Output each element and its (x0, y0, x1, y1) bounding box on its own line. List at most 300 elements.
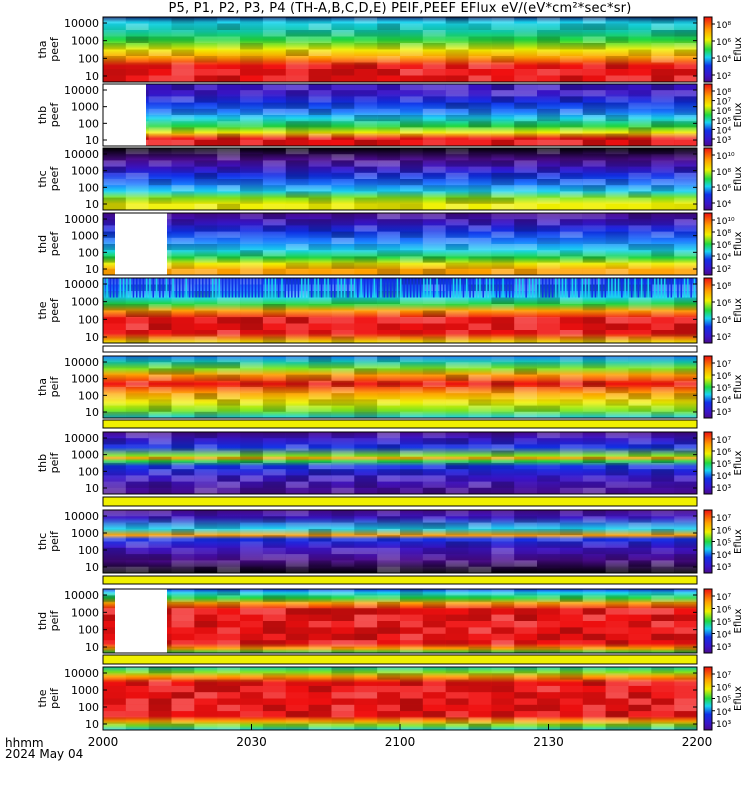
spectrogram-cell (491, 173, 514, 179)
spectrogram-cell (126, 711, 149, 717)
spectrogram-cell (103, 356, 126, 362)
noise-stripe (535, 278, 537, 298)
spectrogram-cell (583, 121, 606, 127)
spectrogram-cell (651, 387, 674, 393)
spectrogram-cell (354, 204, 377, 210)
spectrogram-cell (423, 43, 446, 50)
spectrogram-cell (469, 121, 492, 127)
spectrogram-cell (172, 160, 195, 166)
spectrogram-cell (217, 463, 240, 469)
spectrogram-cell (217, 69, 240, 76)
spectrogram-cell (514, 406, 537, 412)
spectrogram-cell (629, 717, 652, 723)
spectrogram-cell (560, 387, 583, 393)
spectrogram-cell (674, 705, 697, 711)
spectrogram-cell (469, 154, 492, 160)
spectrogram-cell (674, 238, 697, 244)
spectrogram-cell (126, 680, 149, 686)
spectrogram-cell (194, 84, 217, 90)
spectrogram-cell (491, 432, 514, 438)
spectrogram-cell (514, 717, 537, 723)
spectrogram-panel (36, 510, 744, 574)
spectrogram-cell (332, 393, 355, 399)
spectrogram-cell (674, 692, 697, 698)
spectrogram-cell (560, 109, 583, 115)
spectrogram-cell (126, 399, 149, 405)
spectrogram-cell (354, 256, 377, 262)
noise-stripe (423, 278, 425, 298)
spectrogram-cell (560, 154, 583, 160)
spectrogram-cell (674, 121, 697, 127)
spectrogram-cell (172, 30, 195, 37)
spectrogram-cell (651, 17, 674, 24)
spectrogram-cell (286, 482, 309, 488)
spectrogram-cell (560, 198, 583, 204)
spectrogram-cell (377, 457, 400, 463)
spectrogram-cell (560, 250, 583, 256)
spectrogram-cell (583, 516, 606, 522)
spectrogram-cell (651, 451, 674, 457)
spectrogram-cell (332, 560, 355, 566)
spectrogram-cell (309, 250, 332, 256)
spectrogram-cell (560, 244, 583, 250)
spectrogram-cell (194, 198, 217, 204)
spectrogram-cell (606, 608, 629, 614)
spectrogram-cell (446, 63, 469, 70)
spectrogram-cell (263, 627, 286, 633)
spectrogram-cell (286, 109, 309, 115)
spectrogram-cell (606, 304, 629, 311)
spectrogram-cell (583, 24, 606, 31)
spectrogram-cell (172, 115, 195, 121)
spectrogram-cell (149, 127, 172, 133)
spectrogram-cell (194, 179, 217, 185)
spectrogram-cell (491, 673, 514, 679)
spectrogram-cell (332, 523, 355, 529)
spectrogram-cell (149, 463, 172, 469)
spectrogram-cell (400, 63, 423, 70)
spectrogram-cell (377, 317, 400, 324)
spectrogram-cell (263, 298, 286, 305)
spectrogram-cell (149, 535, 172, 541)
spectrogram-cell (446, 24, 469, 31)
spectrogram-cell (674, 213, 697, 219)
spectrogram-cell (629, 406, 652, 412)
spectrogram-cell (400, 362, 423, 368)
spectrogram-cell (400, 595, 423, 601)
spectrogram-cell (651, 438, 674, 444)
spectrogram-cell (583, 250, 606, 256)
spectrogram-cell (286, 488, 309, 494)
spectrogram-cell (332, 647, 355, 653)
spectrogram-cell (423, 256, 446, 262)
spectrogram-cell (583, 444, 606, 450)
spectrogram-cell (491, 560, 514, 566)
spectrogram-cell (674, 173, 697, 179)
y-tick-label: 1000 (71, 527, 99, 540)
spectrogram-cell (263, 109, 286, 115)
spectrogram-cell (286, 711, 309, 717)
noise-stripe (519, 278, 521, 298)
spectrogram-cell (446, 324, 469, 331)
spectrogram-cell (560, 76, 583, 83)
spectrogram-cell (446, 438, 469, 444)
spectrogram-cell (172, 256, 195, 262)
noise-stripe (327, 278, 329, 298)
noise-stripe (417, 278, 419, 298)
spectrogram-cell (217, 548, 240, 554)
spectrogram-cell (469, 692, 492, 698)
spectrogram-cell (263, 640, 286, 646)
spectrogram-cell (674, 375, 697, 381)
spectrogram-cell (651, 432, 674, 438)
spectrogram-cell (332, 337, 355, 344)
spectrogram-cell (583, 204, 606, 210)
spectrogram-cell (309, 711, 332, 717)
spectrogram-cell (560, 160, 583, 166)
spectrogram-cell (194, 330, 217, 337)
spectrogram-cell (149, 330, 172, 337)
spectrogram-cell (651, 457, 674, 463)
spectrogram-cell (309, 90, 332, 96)
spectrogram-cell (240, 482, 263, 488)
spectrogram-cell (423, 516, 446, 522)
spectrogram-cell (491, 103, 514, 109)
spectrogram-cell (172, 444, 195, 450)
spectrogram-cell (309, 451, 332, 457)
data-gap (115, 213, 167, 275)
spectrogram-cell (149, 482, 172, 488)
spectrogram-cell (332, 84, 355, 90)
spectrogram-cell (126, 457, 149, 463)
spectrogram-cell (149, 179, 172, 185)
spectrogram-cell (446, 686, 469, 692)
spectrogram-cell (194, 103, 217, 109)
noise-stripe (496, 278, 498, 298)
spectrogram-cell (309, 529, 332, 535)
spectrogram-cell (674, 330, 697, 337)
spectrogram-cell (469, 680, 492, 686)
noise-stripe (638, 278, 640, 298)
spectrogram-cell (651, 699, 674, 705)
spectrogram-cell (309, 717, 332, 723)
spectrogram-cell (263, 589, 286, 595)
spectrogram-cell (194, 140, 217, 146)
noise-stripe (687, 278, 689, 298)
spectrogram-cell (514, 680, 537, 686)
spectrogram-cell (126, 535, 149, 541)
spectrogram-cell (606, 717, 629, 723)
colorbar-tick-label: 10⁶ (716, 241, 732, 251)
spectrogram-cell (263, 523, 286, 529)
spectrogram-cell (400, 627, 423, 633)
spectrogram-cell (469, 560, 492, 566)
noise-stripe (294, 278, 296, 298)
spectrogram-cell (194, 469, 217, 475)
spectrogram-cell (377, 523, 400, 529)
spectrogram-cell (354, 362, 377, 368)
spectrogram-cell (240, 523, 263, 529)
spectrogram-cell (651, 717, 674, 723)
spectrogram-cell (583, 686, 606, 692)
spectrogram-cell (583, 375, 606, 381)
spectrogram-cell (103, 438, 126, 444)
spectrogram-cell (240, 127, 263, 133)
spectrogram-cell (629, 542, 652, 548)
noise-stripe (235, 278, 237, 298)
spectrogram-cell (674, 109, 697, 115)
spectrogram-cell (172, 615, 195, 621)
spectrogram-cell (400, 160, 423, 166)
spectrogram-cell (560, 368, 583, 374)
spectrogram-cell (491, 50, 514, 57)
spectrogram-cell (629, 167, 652, 173)
noise-stripe (162, 278, 164, 298)
spectrogram-cell (469, 567, 492, 573)
spectrogram-cell (537, 368, 560, 374)
spectrogram-cell (172, 567, 195, 573)
spectrogram-cell (400, 406, 423, 412)
spectrogram-cell (606, 250, 629, 256)
spectrogram-cell (514, 256, 537, 262)
y-axis-label: peif (48, 376, 61, 398)
spectrogram-cell (629, 475, 652, 481)
spectrogram-cell (377, 567, 400, 573)
spectrogram-cell (469, 381, 492, 387)
spectrogram-cell (240, 667, 263, 673)
spectrogram-cell (149, 717, 172, 723)
spectrogram-cell (103, 298, 126, 305)
spectrogram-cell (560, 724, 583, 730)
spectrogram-cell (194, 69, 217, 76)
spectrogram-cell (194, 595, 217, 601)
spectrogram-cell (377, 432, 400, 438)
spectrogram-cell (423, 148, 446, 154)
spectrogram-cell (674, 432, 697, 438)
spectrogram-cell (240, 63, 263, 70)
spectrogram-cell (423, 463, 446, 469)
spectrogram-cell (537, 627, 560, 633)
spectrogram-cell (103, 324, 126, 331)
spectrogram-cell (629, 256, 652, 262)
spectrogram-cell (583, 127, 606, 133)
spectrogram-cell (194, 438, 217, 444)
spectrogram-cell (217, 96, 240, 102)
spectrogram-cell (217, 84, 240, 90)
spectrogram-cell (172, 393, 195, 399)
spectrogram-cell (469, 263, 492, 269)
spectrogram-cell (240, 311, 263, 318)
spectrogram-cell (537, 488, 560, 494)
spectrogram-cell (423, 667, 446, 673)
spectrogram-cell (217, 647, 240, 653)
x-tick-label: 2100 (384, 735, 416, 749)
spectrogram-cell (240, 134, 263, 140)
spectrogram-cell (194, 475, 217, 481)
spectrogram-cell (446, 148, 469, 154)
spectrogram-cell (286, 393, 309, 399)
spectrogram-cell (629, 680, 652, 686)
colorbar-tick-label: 10⁶ (716, 526, 732, 537)
y-tick-label: 10000 (64, 589, 99, 602)
spectrogram-cell (629, 96, 652, 102)
spectrogram-cell (423, 673, 446, 679)
spectrogram-cell (400, 387, 423, 393)
spectrogram-cell (446, 134, 469, 140)
spectrogram-cell (446, 317, 469, 324)
spectrogram-cell (583, 43, 606, 50)
spectrogram-cell (332, 667, 355, 673)
noise-stripe (285, 278, 287, 298)
noise-stripe (172, 278, 174, 298)
spectrogram-cell (126, 673, 149, 679)
spectrogram-cell (491, 17, 514, 24)
spectrogram-cell (149, 560, 172, 566)
spectrogram-cell (240, 692, 263, 698)
spectrogram-cell (332, 76, 355, 83)
spectrogram-cell (560, 589, 583, 595)
spectrogram-cell (263, 256, 286, 262)
noise-stripe (116, 278, 118, 298)
spectrogram-cell (514, 50, 537, 57)
spectrogram-cell (491, 330, 514, 337)
spectrogram-cell (377, 115, 400, 121)
spectrogram-cell (423, 542, 446, 548)
noise-stripe (334, 278, 336, 298)
spectrogram-cell (309, 673, 332, 679)
spectrogram-cell (332, 717, 355, 723)
spectrogram-cell (263, 154, 286, 160)
spectrogram-cell (674, 298, 697, 305)
spectrogram-cell (491, 634, 514, 640)
spectrogram-cell (491, 140, 514, 146)
spectrogram-cell (354, 269, 377, 275)
noise-stripe (390, 278, 392, 298)
spectrogram-cell (217, 469, 240, 475)
spectrogram-cell (651, 115, 674, 121)
spectrogram-cell (309, 191, 332, 197)
spectrogram-cell (423, 444, 446, 450)
spectrogram-cell (263, 554, 286, 560)
spectrogram-cell (674, 244, 697, 250)
spectrogram-cell (217, 717, 240, 723)
spectrogram-cell (103, 406, 126, 412)
spectrogram-cell (606, 444, 629, 450)
spectrogram-cell (149, 699, 172, 705)
spectrogram-cell (583, 134, 606, 140)
spectrogram-cell (263, 69, 286, 76)
spectrogram-cell (606, 219, 629, 225)
spectrogram-cell (606, 213, 629, 219)
spectrogram-cell (332, 535, 355, 541)
spectrogram-cell (309, 167, 332, 173)
spectrogram-cell (309, 109, 332, 115)
spectrogram-cell (446, 269, 469, 275)
spectrogram-cell (629, 608, 652, 614)
spectrogram-cell (446, 140, 469, 146)
spectrogram-cell (491, 451, 514, 457)
spectrogram-cell (217, 406, 240, 412)
colorbar-label: Eflux (733, 298, 744, 323)
spectrogram-cell (469, 134, 492, 140)
colorbar-label: Eflux (733, 608, 744, 634)
spectrogram-cell (377, 24, 400, 31)
spectrogram-panel (36, 667, 744, 731)
spectrogram-cell (172, 317, 195, 324)
spectrogram-cell (240, 69, 263, 76)
spectrogram-cell (537, 457, 560, 463)
spectrogram-cell (286, 362, 309, 368)
noise-stripe (110, 278, 112, 298)
spectrogram-cell (240, 298, 263, 305)
spectrogram-cell (560, 640, 583, 646)
spectrogram-cell (560, 127, 583, 133)
spectrogram-cell (400, 37, 423, 44)
spectrogram-cell (377, 542, 400, 548)
spectrogram-cell (469, 311, 492, 318)
spectrogram-cell (172, 510, 195, 516)
colorbar-tick-label: 10⁴ (716, 200, 732, 210)
spectrogram-cell (423, 121, 446, 127)
spectrogram-cell (194, 375, 217, 381)
spectrogram-cell (194, 37, 217, 44)
spectrogram-cell (537, 406, 560, 412)
spectrogram-cell (491, 213, 514, 219)
spectrogram-cell (674, 673, 697, 679)
spectrogram-cell (400, 602, 423, 608)
spectrogram-cell (354, 304, 377, 311)
spectrogram-cell (629, 621, 652, 627)
spectrogram-cell (491, 724, 514, 730)
spectrogram-cell (560, 699, 583, 705)
spectrogram-cell (309, 567, 332, 573)
spectrogram-cell (423, 225, 446, 231)
noise-stripe (667, 278, 669, 298)
spectrogram-cell (583, 542, 606, 548)
spectrogram-cell (240, 50, 263, 57)
spectrogram-cell (537, 554, 560, 560)
spectrogram-cell (423, 56, 446, 63)
spectrogram-cell (674, 160, 697, 166)
colorbar-tick-label: 10⁵ (716, 460, 732, 470)
spectrogram-cell (400, 76, 423, 83)
spectrogram-cell (149, 185, 172, 191)
spectrogram-cell (309, 387, 332, 393)
colorbar (704, 510, 712, 573)
spectrogram-cell (217, 542, 240, 548)
spectrogram-cell (194, 444, 217, 450)
spectrogram-cell (263, 63, 286, 70)
spectrogram-cell (514, 589, 537, 595)
spectrogram-cell (217, 589, 240, 595)
spectrogram-cell (354, 191, 377, 197)
spectrogram-cell (469, 554, 492, 560)
spectrogram-cell (377, 444, 400, 450)
spectrogram-cell (606, 692, 629, 698)
spectrogram-cell (332, 250, 355, 256)
spectrogram-cell (469, 717, 492, 723)
spectrogram-cell (377, 475, 400, 481)
spectrogram-cell (194, 317, 217, 324)
noise-stripe (133, 278, 135, 298)
spectrogram-cell (514, 160, 537, 166)
spectrogram-cell (469, 24, 492, 31)
spectrogram-cell (309, 269, 332, 275)
spectrogram-cell (172, 311, 195, 318)
spectrogram-cell (103, 69, 126, 76)
spectrogram-cell (606, 63, 629, 70)
spectrogram-cell (606, 96, 629, 102)
